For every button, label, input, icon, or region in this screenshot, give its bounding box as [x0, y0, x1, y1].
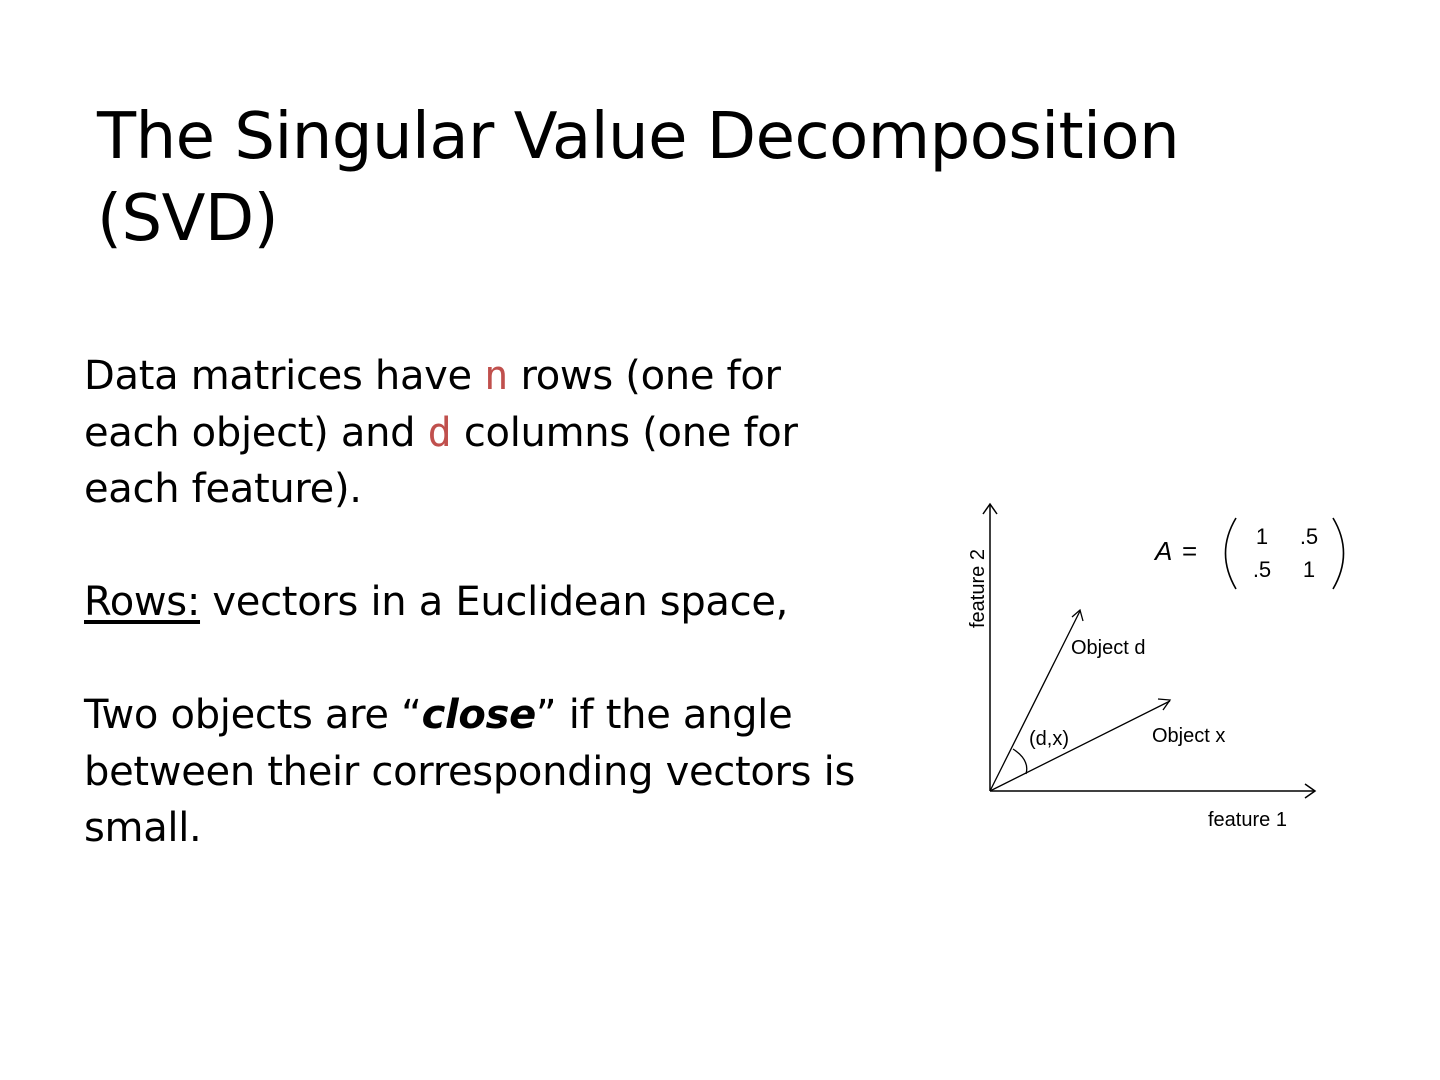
text-segment: each object) and — [84, 409, 428, 456]
text-segment: columns (one for — [451, 409, 798, 456]
paragraph-close-objects — [84, 687, 914, 857]
vector-d-label: Object d — [1071, 637, 1146, 659]
slide-title — [97, 96, 1277, 260]
paragraph-data-matrices — [84, 348, 914, 518]
matrix-cell: 1 — [1255, 524, 1269, 549]
text-segment: vectors in a Euclidean space, — [200, 579, 789, 625]
variable-d: d — [427, 409, 452, 456]
matrix-right-paren — [1333, 518, 1344, 589]
text-segment: ” if the angle — [535, 692, 793, 738]
text-segment: each feature). — [84, 466, 362, 512]
slide-body — [84, 348, 914, 857]
angle-arc — [1013, 749, 1027, 774]
title-line-2: (SVD) — [97, 182, 279, 256]
paragraph-rows — [84, 574, 914, 631]
text-segment: Data matrices have — [84, 353, 485, 399]
matrix-cell: 1 — [1302, 557, 1316, 582]
vector-diagram — [940, 490, 1360, 840]
matrix-left-paren — [1226, 518, 1237, 589]
angle-label: (d,x) — [1029, 728, 1069, 750]
variable-n: n — [484, 353, 509, 399]
rows-label: Rows: — [84, 579, 201, 625]
matrix-equals: = — [1182, 536, 1198, 566]
title-line-1: The Singular Value Decomposition — [97, 100, 1180, 174]
emphasis-close: close — [421, 692, 536, 738]
text-segment: small. — [84, 805, 202, 851]
matrix-cell: .5 — [1299, 524, 1319, 549]
vector-d — [990, 611, 1080, 791]
paragraph-gap — [84, 518, 914, 575]
text-segment: rows (one for — [508, 353, 781, 399]
y-axis-label: feature 2 — [967, 549, 989, 628]
paragraph-gap — [84, 631, 914, 688]
text-segment: Two objects are “ — [84, 692, 422, 738]
vector-x — [990, 701, 1170, 791]
text-segment: between their corresponding vectors is — [84, 748, 855, 795]
x-axis-label: feature 1 — [1208, 809, 1287, 831]
matrix-A — [1153, 518, 1344, 589]
vector-x-label: Object x — [1152, 725, 1226, 747]
matrix-name: A — [1155, 536, 1173, 566]
matrix-cell: .5 — [1252, 557, 1272, 582]
